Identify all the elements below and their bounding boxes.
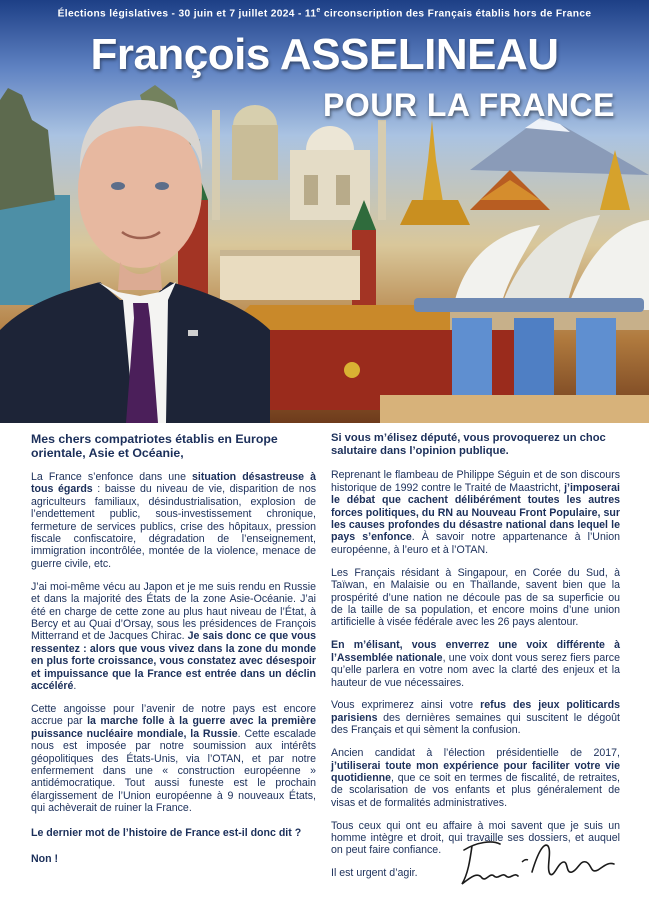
paragraph-situation: La France s’enfonce dans une situation désastreuse à tous égards : baisse du niveau de vie, disparition de nos agriculteurs familiaux, désindustrialisation, explosion de l’endettement public, sous-investissement chronique, fermeture de services publics, crise des hôpitaux, pression fiscale confiscatoire, dégradation de l’enseignement, immigration incontrôlée, montée de la violence, menace de guerre civile, etc.	[31, 471, 317, 570]
paragraph-experience: J’ai moi-même vécu au Japon et je me suis rendu en Russie et dans la majorité des États de la zone Asie-Océanie. J’ai été en charge de cette zone au plus haut niveau de l’État, à Bercy et au Quai d’Orsay, sous les présidences de François Mitterrand et de Jacques Chirac. Je sais donc ce que vous ressentez : alors que vous vivez dans la zone du monde en plus forte croissance, vous constatez avec désespoir et impuissance que la France est entrée dans un déclin accéléré.	[31, 580, 316, 692]
lead-paragraph: Si vous m’élisez député, vous provoquerez un choc salutaire dans l’opinion publique.	[331, 432, 606, 458]
paragraph-seguin: Reprenant le flambeau de Philippe Séguin et de son discours historique de 1992 contre le Traité de Maastricht, j’imposerai le débat que cachent délibérément toutes les autres forces politiques, du RN au Nouveau Front Populaire, sur les causes profondes du désastre national dans lequel le pays s’enfonce. À savoir notre appartenance à l’Union européenne, à l’euro et à l’OTAN.	[331, 469, 620, 556]
right-column	[331, 432, 620, 890]
paragraph-refusal: Vous exprimerez ainsi votre refus des jeux politicards parisiens des dernières semaines qui suscitent le dégoût des Français et qui sèment la confusion.	[331, 699, 620, 737]
slogan: POUR LA FRANCE	[322, 87, 615, 123]
paragraph-war: Cette angoisse pour l’avenir de notre pays est encore accrue par la marche folle à la guerre avec la première puissance nucléaire mondiale, la Russie. Cette escalade nous est imposée par notre soumission aux intérêts géopolitiques des États-Unis, via l’OTAN, et par notre enfermement dans une « construction européenne » antidémocratique. Tout aussi funeste est le prochain élargissement de l’Union européenne à 9 nouveaux États, qui achèverait de ruiner la France.	[31, 702, 317, 815]
question: Le dernier mot de l’histoire de France est-il donc dit ?	[31, 826, 302, 839]
election-line: Élections législatives - 30 juin et 7 juillet 2024 - 11e circonscription des Français établis hors de France	[57, 7, 592, 20]
paragraph-trust: Tous ceux qui ont eu affaire à moi savent que je suis un homme intègre et droit, qui travaille ses dossiers, et auquel on peut faire confiance.	[331, 819, 620, 857]
paragraph-candidate: Ancien candidat à l’élection présidentielle de 2017, j’utiliserai toute mon expérience pour faciliter votre vie quotidienne, que ce soit en termes de fiscalité, de retraites, de scolarisation de vos enfants et plus généralement de visas et de formalités administratives.	[331, 747, 620, 809]
left-column	[31, 432, 316, 876]
answer: Non !	[31, 852, 59, 865]
paragraph-assembly: En m’élisant, vous enverrez une voix différente à l’Assemblée nationale, une voix dont vous serez fiers parce qu’elle parlera en votre nom avec la clarté des enjeux et la hauteur de vue nécessaires.	[331, 639, 620, 689]
paragraph-residents: Les Français résidant à Singapour, en Corée du Sud, à Taïwan, en Malaisie ou en Thaïlande, savent bien que la prospérité d’une nation ne découle pas de sa superficie ou de la taille de sa population, et encore moins d’une union artificielle à visée fédérale avec les 26 pays alentour.	[331, 566, 620, 629]
signature-image	[452, 832, 622, 892]
greeting: Mes chers compatriotes établis en Europe orientale, Asie et Océanie,	[31, 432, 278, 460]
candidate-name: François ASSELINEAU	[90, 30, 559, 79]
hero-banner	[0, 0, 649, 423]
closing: Il est urgent d’agir.	[331, 867, 418, 880]
